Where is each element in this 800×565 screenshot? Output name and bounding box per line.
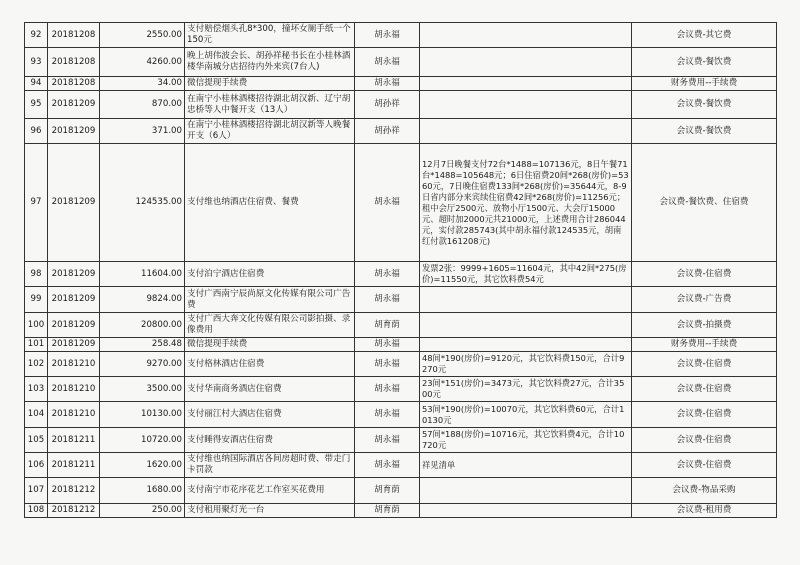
row-description: 支付维也纳国际酒店各间房超时费、带走门卡罚款 — [185, 453, 355, 478]
expense-table — [24, 22, 777, 518]
table-row — [25, 262, 777, 287]
table-row — [25, 352, 777, 377]
row-description: 支付华南商务酒店住宿费 — [185, 377, 355, 402]
row-date: 20181209 — [48, 262, 100, 287]
row-category: 会议费-住宿费 — [632, 262, 777, 287]
row-category: 会议费-其它费 — [632, 23, 777, 48]
table-row — [25, 48, 777, 77]
row-note: 祥见清单 — [420, 453, 632, 478]
row-category: 财务费用--手续费 — [632, 338, 777, 352]
row-description: 在南宁小桂林酒楼招待湖北胡汉新等人晚餐开支（6人） — [185, 119, 355, 144]
row-category: 会议费-物品采购 — [632, 478, 777, 504]
row-category: 会议费-租用费 — [632, 504, 777, 518]
row-note — [420, 313, 632, 338]
row-amount: 34.00 — [100, 77, 185, 91]
row-amount: 1680.00 — [100, 478, 185, 504]
row-person: 胡育荫 — [355, 313, 420, 338]
row-date: 20181209 — [48, 287, 100, 313]
row-person: 胡永福 — [355, 144, 420, 262]
row-date: 20181212 — [48, 504, 100, 518]
row-description: 支付睡得安酒店住宿费 — [185, 428, 355, 453]
row-date: 20181211 — [48, 453, 100, 478]
row-person: 胡育荫 — [355, 478, 420, 504]
row-description: 微信提现手续费 — [185, 77, 355, 91]
row-category: 会议费-餐饮费、住宿费 — [632, 144, 777, 262]
row-date: 20181209 — [48, 338, 100, 352]
row-date: 20181210 — [48, 352, 100, 377]
row-category: 会议费-拍摄费 — [632, 313, 777, 338]
row-note — [420, 119, 632, 144]
row-note: 发票2张：9999+1605=11604元，其中42间*275(房价)=11550元，其它饮料费54元 — [420, 262, 632, 287]
table-row — [25, 77, 777, 91]
row-note: 12月7日晚餐支付72台*1488=107136元，8日午餐71台*1488=105648元；6日住宿费20间*268(房价)=5360元，7日晚住宿费133间*268(房价)=35644元，8-9日省内部分来宾续住宿费42间*268(房价)=11256元；租中会厅2500元、放物小厅1500元、大会厅15000元、超时加2000元共21000元，上述费用合计286044元，实付款285743(其中胡永福付款124535元，胡南红付款161208元) — [420, 144, 632, 262]
row-person: 胡永福 — [355, 338, 420, 352]
row-date: 20181209 — [48, 144, 100, 262]
table-row — [25, 287, 777, 313]
row-category: 会议费-广告费 — [632, 287, 777, 313]
table-row — [25, 428, 777, 453]
row-number: 94 — [25, 77, 48, 91]
row-amount: 9270.00 — [100, 352, 185, 377]
row-person: 胡永福 — [355, 287, 420, 313]
row-date: 20181208 — [48, 23, 100, 48]
row-date: 20181209 — [48, 313, 100, 338]
table-body — [25, 23, 777, 518]
row-description: 支付维也纳酒店住宿费、餐费 — [185, 144, 355, 262]
table-row — [25, 313, 777, 338]
expense-sheet — [24, 22, 776, 518]
row-number: 101 — [25, 338, 48, 352]
row-amount: 1620.00 — [100, 453, 185, 478]
row-note — [420, 338, 632, 352]
row-number: 107 — [25, 478, 48, 504]
row-person: 胡永福 — [355, 453, 420, 478]
row-amount: 20800.00 — [100, 313, 185, 338]
row-category: 会议费-餐饮费 — [632, 91, 777, 119]
row-date: 20181209 — [48, 91, 100, 119]
row-description: 支付赔偿烟头孔8*300，撞坏女厕手纸一个150元 — [185, 23, 355, 48]
table-row — [25, 23, 777, 48]
table-row — [25, 504, 777, 518]
table-row — [25, 119, 777, 144]
row-date: 20181211 — [48, 428, 100, 453]
row-note — [420, 77, 632, 91]
row-description: 在南宁小桂林酒楼招待湖北胡汉新、辽宁胡忠桥等人中餐开支（13人） — [185, 91, 355, 119]
row-amount: 4260.00 — [100, 48, 185, 77]
row-amount: 10130.00 — [100, 402, 185, 428]
row-description: 支付广西南宁辰尚原文化传媒有限公司广告费 — [185, 287, 355, 313]
row-description: 支付泊宁酒店住宿费 — [185, 262, 355, 287]
row-person: 胡永福 — [355, 377, 420, 402]
row-number: 100 — [25, 313, 48, 338]
row-person: 胡永福 — [355, 262, 420, 287]
row-category: 会议费-住宿费 — [632, 377, 777, 402]
row-description: 支付租用聚灯光一台 — [185, 504, 355, 518]
row-description: 支付丽江村大酒店住宿费 — [185, 402, 355, 428]
row-amount: 250.00 — [100, 504, 185, 518]
row-number: 104 — [25, 402, 48, 428]
row-description: 支付广西大奔文化传媒有限公司影拍摄、录像费用 — [185, 313, 355, 338]
row-note — [420, 287, 632, 313]
row-note: 48间*190(房价)=9120元，其它饮料费150元，合计9270元 — [420, 352, 632, 377]
row-note: 23间*151(房价)=3473元，其它饮料费27元，合计3500元 — [420, 377, 632, 402]
row-amount: 3500.00 — [100, 377, 185, 402]
row-person: 胡永福 — [355, 77, 420, 91]
table-row — [25, 478, 777, 504]
row-amount: 9824.00 — [100, 287, 185, 313]
table-row — [25, 338, 777, 352]
row-category: 会议费-餐饮费 — [632, 119, 777, 144]
row-note — [420, 504, 632, 518]
row-date: 20181210 — [48, 377, 100, 402]
row-note — [420, 478, 632, 504]
row-number: 102 — [25, 352, 48, 377]
row-category: 会议费-住宿费 — [632, 402, 777, 428]
row-person: 胡永福 — [355, 428, 420, 453]
row-amount: 258.48 — [100, 338, 185, 352]
row-category: 会议费-餐饮费 — [632, 48, 777, 77]
row-note: 57间*188(房价)=10716元，其它饮料费4元，合计10720元 — [420, 428, 632, 453]
row-note — [420, 23, 632, 48]
row-description: 支付南宁市花序花艺工作室买花费用 — [185, 478, 355, 504]
row-person: 胡永福 — [355, 352, 420, 377]
row-number: 105 — [25, 428, 48, 453]
table-row — [25, 402, 777, 428]
row-description: 支付格林酒店住宿费 — [185, 352, 355, 377]
row-amount: 2550.00 — [100, 23, 185, 48]
row-number: 98 — [25, 262, 48, 287]
table-row — [25, 453, 777, 478]
row-date: 20181210 — [48, 402, 100, 428]
row-amount: 870.00 — [100, 91, 185, 119]
row-amount: 371.00 — [100, 119, 185, 144]
table-row — [25, 377, 777, 402]
row-person: 胡永福 — [355, 23, 420, 48]
row-category: 财务费用--手续费 — [632, 77, 777, 91]
row-amount: 124535.00 — [100, 144, 185, 262]
row-note — [420, 91, 632, 119]
table-row — [25, 91, 777, 119]
row-number: 99 — [25, 287, 48, 313]
table-row — [25, 144, 777, 262]
row-person: 胡孙祥 — [355, 91, 420, 119]
row-person: 胡孙祥 — [355, 119, 420, 144]
row-amount: 11604.00 — [100, 262, 185, 287]
row-number: 92 — [25, 23, 48, 48]
row-note — [420, 48, 632, 77]
row-number: 106 — [25, 453, 48, 478]
row-number: 97 — [25, 144, 48, 262]
row-date: 20181212 — [48, 478, 100, 504]
row-category: 会议费-住宿费 — [632, 453, 777, 478]
row-note: 53间*190(房价)=10070元，其它饮料费60元，合计10130元 — [420, 402, 632, 428]
row-amount: 10720.00 — [100, 428, 185, 453]
row-person: 胡育荫 — [355, 504, 420, 518]
row-category: 会议费-住宿费 — [632, 428, 777, 453]
row-number: 103 — [25, 377, 48, 402]
row-category: 会议费-住宿费 — [632, 352, 777, 377]
row-description: 微信提现手续费 — [185, 338, 355, 352]
row-person: 胡永福 — [355, 48, 420, 77]
row-date: 20181209 — [48, 119, 100, 144]
row-number: 96 — [25, 119, 48, 144]
row-date: 20181208 — [48, 48, 100, 77]
row-number: 93 — [25, 48, 48, 77]
row-date: 20181208 — [48, 77, 100, 91]
row-person: 胡永福 — [355, 402, 420, 428]
row-number: 95 — [25, 91, 48, 119]
row-number: 108 — [25, 504, 48, 518]
row-description: 晚上胡伟波会长、胡孙祥秘书长在小桂林酒楼华南城分店招待内外来宾(7台人) — [185, 48, 355, 77]
